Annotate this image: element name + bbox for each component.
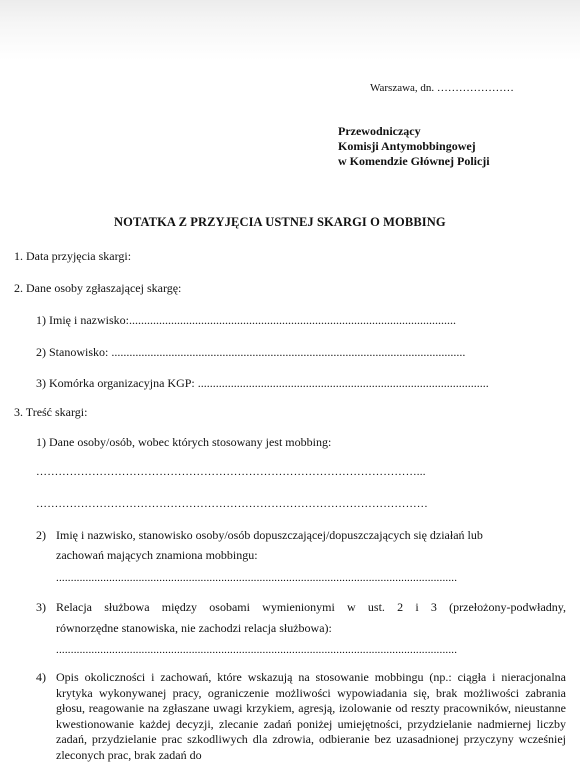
item-3-3-dots: ........................................................................................................................................	[56, 644, 458, 656]
document-title: NOTATKA Z PRZYJĘCIA USTNEJ SKARGI O MOBBING	[114, 215, 446, 229]
recipient-block	[338, 124, 490, 169]
section-2-complainant: 2. Dane osoby zgłaszającej skargę:	[14, 281, 182, 295]
section-3-complaint: 3. Treść skargi:	[14, 405, 88, 419]
field-name: 1) Imię i nazwisko:.............................................................................................................	[36, 313, 456, 327]
field-position: 2) Stanowisko: ......................................................................................................................	[36, 345, 466, 359]
recipient-line-1: Przewodniczący	[338, 124, 421, 138]
recipient-line-2: Komisji Antymobbingowej	[338, 139, 476, 153]
item-3-3-line-1: Relacja służbowa między osobami wymienionymi w ust. 2 i 3 (przełożony-podwładny,	[56, 600, 566, 614]
scan-shadow	[0, 0, 580, 60]
field-unit: 3) Komórka organizacyjna KGP: .................................................................................................	[36, 376, 489, 390]
item-3-2-dots: ........................................................................................................................................	[56, 572, 458, 584]
item-3-3-number: 3)	[36, 600, 46, 614]
item-3-1-line-1: …………………………………………………………………………………………...	[36, 466, 426, 478]
item-3-4-description: Opis okoliczności i zachowań, które wskazują na stosowanie mobbingu (np.: ciągła i nieracjonalna krytyka wykonywanej pracy, ograniczenie możliwości wypowiadania się, brak możliwości zabrania głosu, reagowanie na zgłaszane uwagi krzykiem, agresją, izolowanie od reszty pracowników, nieustanne kwestionowanie każdej decyzji, zlecanie zadań poniżej umiejętności, przydzielanie nadmiernej liczby zadań, przydzielanie prac szkodliwych dla zdrowia, odbieranie bez uzasadnionej przyczyny wcześniej zleconych prac, brak zadań do	[56, 670, 566, 762]
item-3-2-number: 2)	[36, 528, 46, 542]
item-3-3-line-2: równorzędne stanowiska, nie zachodzi relacja służbowa):	[56, 621, 332, 635]
recipient-line-3: w Komendzie Głównej Policji	[338, 154, 490, 168]
item-3-2-line-1: Imię i nazwisko, stanowisko osoby/osób dopuszczającej/dopuszczających się działań lub	[56, 528, 483, 542]
item-3-2-line-2: zachowań mających znamiona mobbingu:	[56, 548, 258, 562]
item-3-1-line-2: ……………………………………………………………………………………………	[36, 498, 428, 510]
place-date-line: Warszawa, dn. …………………	[370, 82, 514, 94]
item-3-1-label: 1) Dane osoby/osób, wobec których stosowany jest mobbing:	[36, 435, 332, 449]
item-3-4-number: 4)	[36, 670, 46, 684]
section-1-date: 1. Data przyjęcia skargi:	[14, 249, 132, 263]
